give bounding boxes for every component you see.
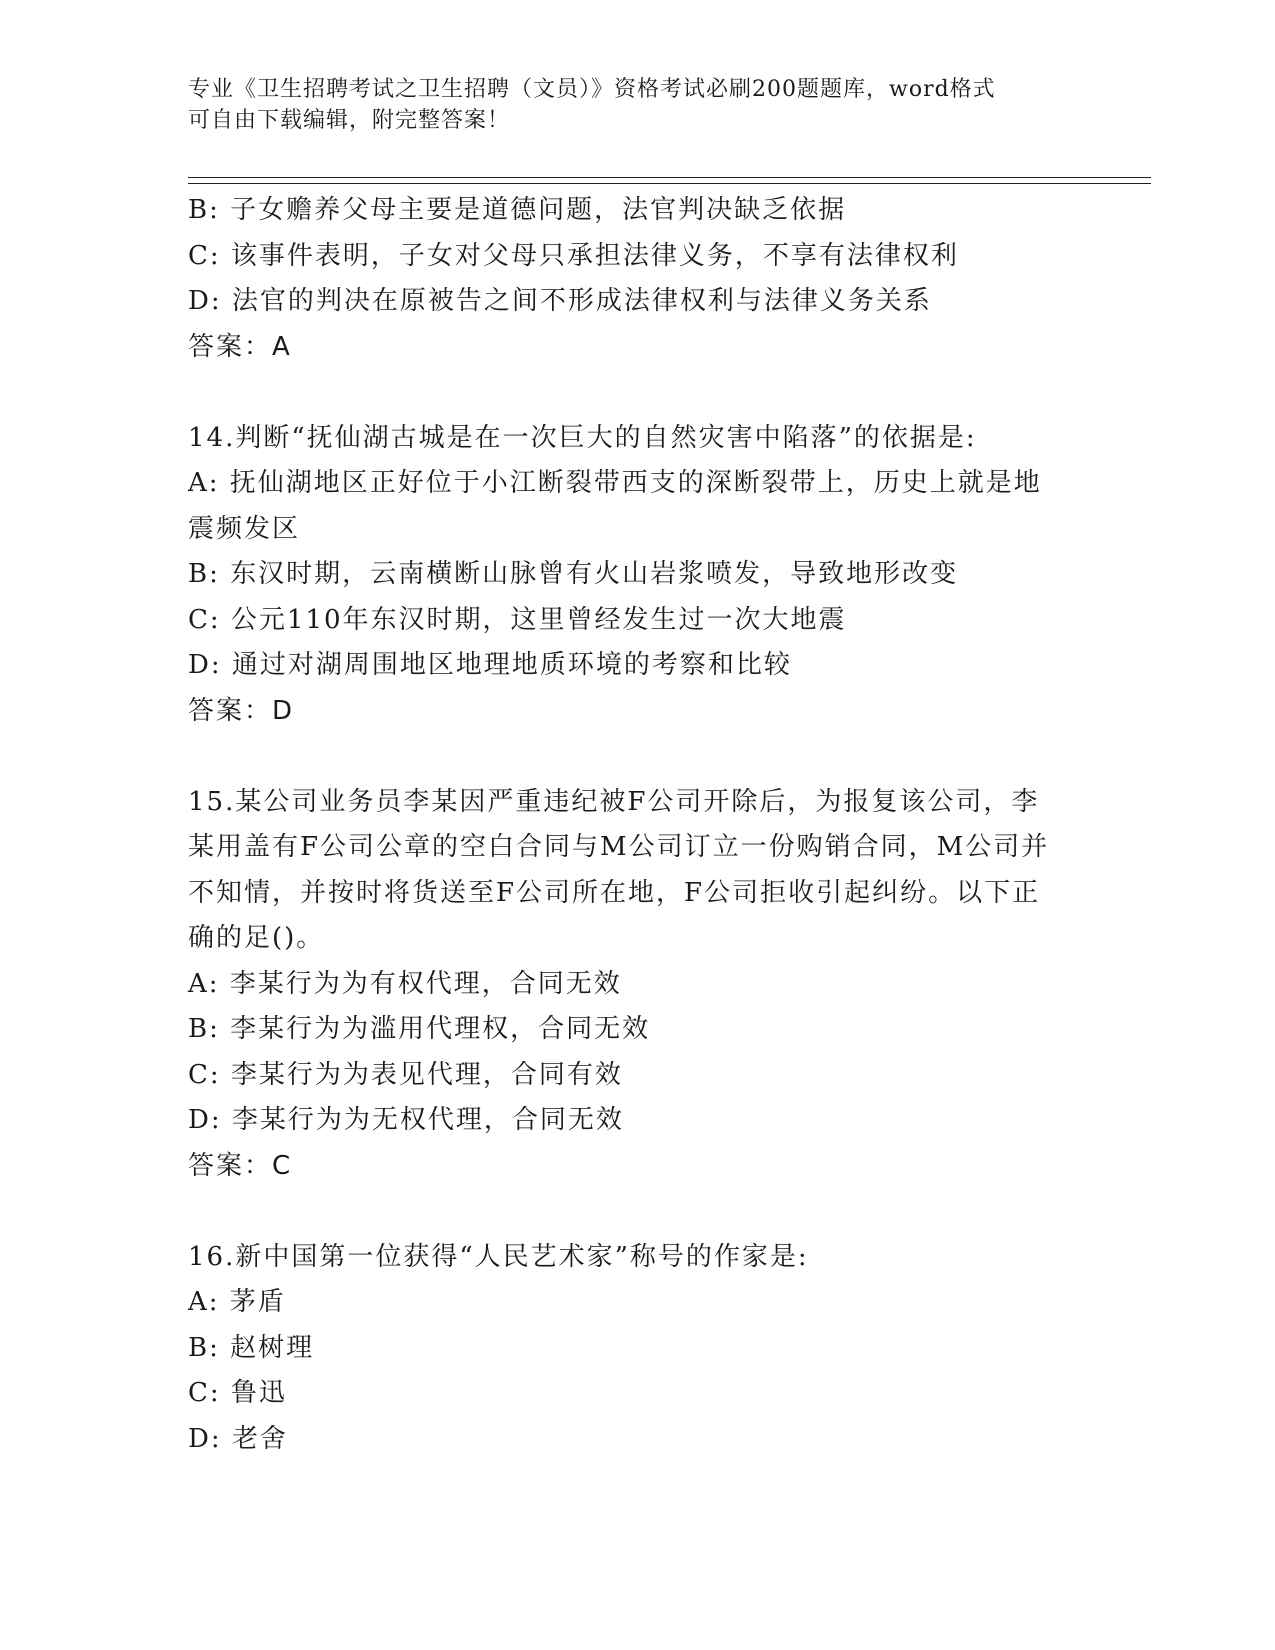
answer: 答案：D [188,695,295,726]
option-d: D: 法官的判决在原被告之间不形成法律权利与法律义务关系 [188,286,932,316]
option-a-continued: 震频发区 [188,513,301,544]
option-b: B: 东汉时期，云南横断山脉曾有火山岩浆喷发，导致地形改变 [188,559,959,589]
option-a: A: 李某行为为有权代理，合同无效 [188,968,622,999]
header-divider [188,177,1151,184]
question-15 [188,780,1088,1190]
option-b: B: 子女赡养父母主要是道德问题，法官判决缺乏依据 [188,195,847,225]
option-c: C: 李某行为为表见代理，合同有效 [188,1059,623,1090]
option-c: C: 鲁迅 [188,1378,287,1408]
header-title-line-1: 专业《卫生招聘考试之卫生招聘（文员）》资格考试必刷200题题库，word格式 [188,77,996,102]
spacer [188,1189,1088,1235]
option-d: D: 李某行为为无权代理，合同无效 [188,1105,624,1135]
option-b: B: 赵树理 [188,1332,315,1363]
question-stem-continued: 不知情，并按时将货送至F公司所在地，F公司拒收引起纠纷。以下正 [188,877,1041,908]
spacer [188,370,1088,416]
question-16 [188,1235,1088,1463]
page-header [188,74,1088,136]
answer: 答案：C [188,1150,293,1181]
question-13 [188,188,1088,370]
header-title-line-2: 可自由下载编辑，附完整答案！ [188,108,511,133]
answer: 答案：A [188,331,292,362]
question-14 [188,416,1088,735]
option-c: C: 公元110年东汉时期，这里曾经发生过一次大地震 [188,604,847,635]
question-list [188,188,1088,1462]
question-stem: 16.新中国第一位获得“人民艺术家”称号的作家是: [188,1241,809,1272]
question-stem: 14.判断“抚仙湖古城是在一次巨大的自然灾害中陷落”的依据是: [188,422,977,453]
question-stem: 15.某公司业务员李某因严重违纪被F公司开除后，为报复该公司，李 [188,786,1040,817]
option-c: C: 该事件表明，子女对父母只承担法律义务，不享有法律权利 [188,240,959,271]
question-stem-continued: 确的足()。 [188,923,325,953]
option-d: D: 老舍 [188,1423,288,1454]
option-d: D: 通过对湖周围地区地理地质环境的考察和比较 [188,650,792,680]
question-stem-continued: 某用盖有F公司公章的空白合同与M公司订立一份购销合同，M公司并 [188,832,1050,862]
spacer [188,734,1088,780]
option-a: A: 抚仙湖地区正好位于小江断裂带西支的深断裂带上，历史上就是地 [188,468,1042,498]
option-b: B: 李某行为为滥用代理权，合同无效 [188,1014,651,1044]
option-a: A: 茅盾 [188,1287,286,1317]
